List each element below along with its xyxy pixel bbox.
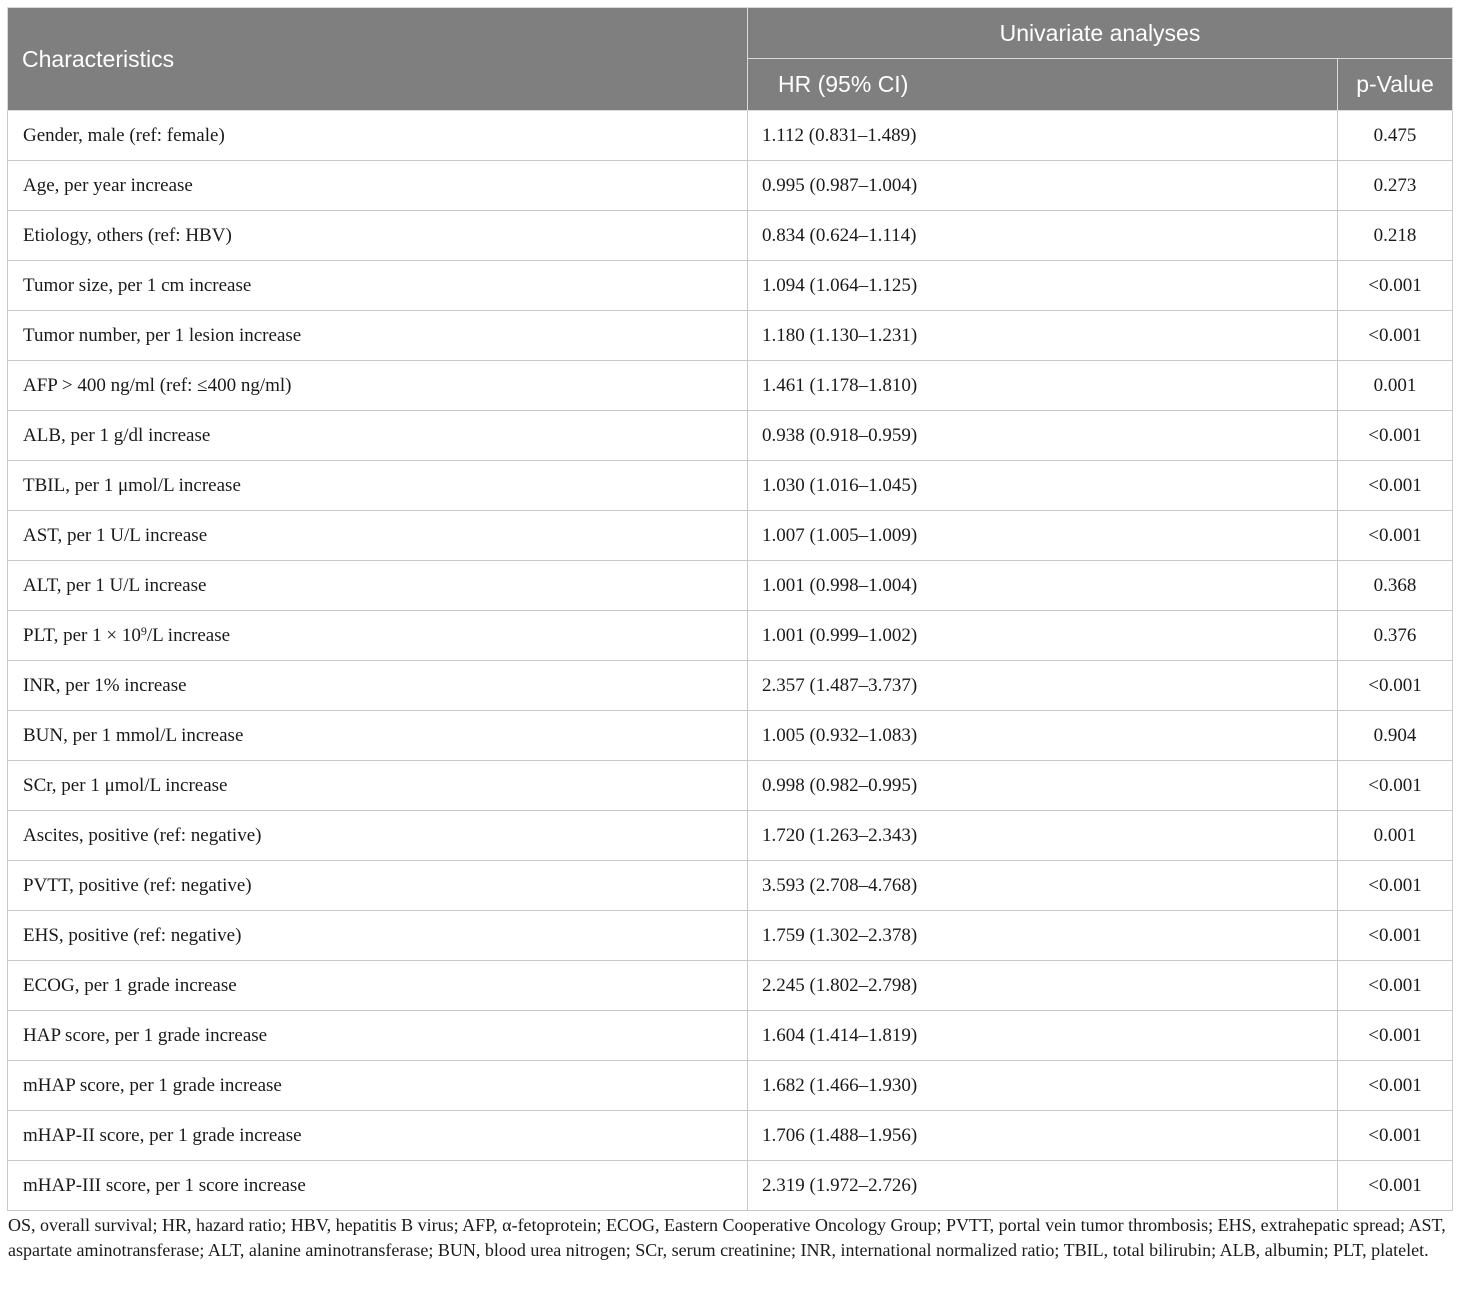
table-row	[8, 261, 1453, 311]
cell-hr: 1.030 (1.016–1.045)	[748, 461, 1338, 511]
cell-characteristic: ALT, per 1 U/L increase	[8, 561, 748, 611]
cell-hr: 1.001 (0.999–1.002)	[748, 611, 1338, 661]
table-row	[8, 861, 1453, 911]
cell-characteristic: ALB, per 1 g/dl increase	[8, 411, 748, 461]
table-header	[8, 8, 1453, 111]
table-row	[8, 661, 1453, 711]
cell-characteristic: Age, per year increase	[8, 161, 748, 211]
table-row	[8, 411, 1453, 461]
cell-pvalue: 0.475	[1338, 111, 1453, 161]
cell-pvalue: 0.904	[1338, 711, 1453, 761]
cell-characteristic: Ascites, positive (ref: negative)	[8, 811, 748, 861]
cell-hr: 2.357 (1.487–3.737)	[748, 661, 1338, 711]
cell-characteristic: Gender, male (ref: female)	[8, 111, 748, 161]
cell-characteristic	[8, 611, 748, 661]
cell-characteristic: TBIL, per 1 μmol/L increase	[8, 461, 748, 511]
superscript-exponent: 9	[140, 623, 147, 638]
cell-pvalue: <0.001	[1338, 1011, 1453, 1061]
cell-hr: 1.706 (1.488–1.956)	[748, 1111, 1338, 1161]
table-row	[8, 911, 1453, 961]
label-text: PLT, per 1 × 10	[23, 624, 141, 646]
cell-characteristic: AFP > 400 ng/ml (ref: ≤400 ng/ml)	[8, 361, 748, 411]
cell-pvalue: <0.001	[1338, 1111, 1453, 1161]
cell-pvalue: 0.001	[1338, 361, 1453, 411]
univariate-table	[7, 7, 1453, 1211]
table-footnote: OS, overall survival; HR, hazard ratio; HBV, hepatitis B virus; AFP, α-fetoprotein; ECOG, Eastern Cooperative Oncology Group; PVTT, portal vein tumor thrombosis; EHS, extrahepatic spread; AST, aspartate aminotransferase; ALT, alanine aminotransferase; BUN, blood urea nitrogen; SCr, serum creatinine; INR, international normalized ratio; TBIL, total bilirubin; ALB, albumin; PLT, platelet.	[8, 1215, 1446, 1260]
table-row	[8, 711, 1453, 761]
table-container	[7, 7, 1452, 1211]
cell-pvalue: <0.001	[1338, 411, 1453, 461]
header-hr: HR (95% CI)	[748, 59, 1338, 111]
cell-characteristic: Tumor number, per 1 lesion increase	[8, 311, 748, 361]
cell-characteristic: mHAP-III score, per 1 score increase	[8, 1161, 748, 1211]
table-row	[8, 511, 1453, 561]
cell-hr: 0.998 (0.982–0.995)	[748, 761, 1338, 811]
header-univariate: Univariate analyses	[748, 8, 1453, 59]
cell-characteristic: HAP score, per 1 grade increase	[8, 1011, 748, 1061]
cell-characteristic: Etiology, others (ref: HBV)	[8, 211, 748, 261]
cell-characteristic: AST, per 1 U/L increase	[8, 511, 748, 561]
cell-pvalue: <0.001	[1338, 311, 1453, 361]
header-pvalue: p-Value	[1338, 59, 1453, 111]
cell-hr: 3.593 (2.708–4.768)	[748, 861, 1338, 911]
cell-pvalue: 0.273	[1338, 161, 1453, 211]
table-row	[8, 111, 1453, 161]
cell-characteristic: ECOG, per 1 grade increase	[8, 961, 748, 1011]
table-row	[8, 1061, 1453, 1111]
cell-hr: 1.604 (1.414–1.819)	[748, 1011, 1338, 1061]
table-row	[8, 211, 1453, 261]
cell-hr: 0.938 (0.918–0.959)	[748, 411, 1338, 461]
cell-characteristic: mHAP score, per 1 grade increase	[8, 1061, 748, 1111]
cell-pvalue: <0.001	[1338, 1061, 1453, 1111]
table-row	[8, 1011, 1453, 1061]
cell-hr: 1.007 (1.005–1.009)	[748, 511, 1338, 561]
cell-characteristic: mHAP-II score, per 1 grade increase	[8, 1111, 748, 1161]
cell-pvalue: <0.001	[1338, 461, 1453, 511]
table-row	[8, 611, 1453, 661]
table-row	[8, 961, 1453, 1011]
cell-hr: 1.112 (0.831–1.489)	[748, 111, 1338, 161]
table-row	[8, 311, 1453, 361]
cell-hr: 2.319 (1.972–2.726)	[748, 1161, 1338, 1211]
cell-pvalue: <0.001	[1338, 261, 1453, 311]
cell-hr: 0.834 (0.624–1.114)	[748, 211, 1338, 261]
cell-pvalue: <0.001	[1338, 861, 1453, 911]
table-row	[8, 161, 1453, 211]
cell-characteristic: INR, per 1% increase	[8, 661, 748, 711]
cell-hr: 1.001 (0.998–1.004)	[748, 561, 1338, 611]
cell-characteristic: Tumor size, per 1 cm increase	[8, 261, 748, 311]
cell-characteristic: BUN, per 1 mmol/L increase	[8, 711, 748, 761]
cell-hr: 2.245 (1.802–2.798)	[748, 961, 1338, 1011]
cell-pvalue: <0.001	[1338, 911, 1453, 961]
cell-pvalue: 0.218	[1338, 211, 1453, 261]
cell-hr: 1.461 (1.178–1.810)	[748, 361, 1338, 411]
table-row	[8, 361, 1453, 411]
cell-pvalue: <0.001	[1338, 961, 1453, 1011]
cell-hr: 0.995 (0.987–1.004)	[748, 161, 1338, 211]
table-row	[8, 1161, 1453, 1211]
cell-hr: 1.005 (0.932–1.083)	[748, 711, 1338, 761]
table-row	[8, 811, 1453, 861]
table-row	[8, 761, 1453, 811]
label-text: /L increase	[146, 624, 231, 646]
cell-pvalue: <0.001	[1338, 511, 1453, 561]
cell-pvalue: 0.001	[1338, 811, 1453, 861]
cell-pvalue: <0.001	[1338, 1161, 1453, 1211]
cell-hr: 1.180 (1.130–1.231)	[748, 311, 1338, 361]
cell-hr: 1.682 (1.466–1.930)	[748, 1061, 1338, 1111]
cell-hr: 1.094 (1.064–1.125)	[748, 261, 1338, 311]
table-row	[8, 461, 1453, 511]
table-row	[8, 1111, 1453, 1161]
cell-characteristic: SCr, per 1 μmol/L increase	[8, 761, 748, 811]
cell-hr: 1.720 (1.263–2.343)	[748, 811, 1338, 861]
table-row	[8, 561, 1453, 611]
cell-pvalue: 0.368	[1338, 561, 1453, 611]
cell-pvalue: <0.001	[1338, 761, 1453, 811]
table-body	[8, 111, 1453, 1211]
cell-pvalue: 0.376	[1338, 611, 1453, 661]
cell-pvalue: <0.001	[1338, 661, 1453, 711]
header-characteristics: Characteristics	[8, 8, 748, 111]
cell-hr: 1.759 (1.302–2.378)	[748, 911, 1338, 961]
cell-characteristic: PVTT, positive (ref: negative)	[8, 861, 748, 911]
cell-characteristic: EHS, positive (ref: negative)	[8, 911, 748, 961]
